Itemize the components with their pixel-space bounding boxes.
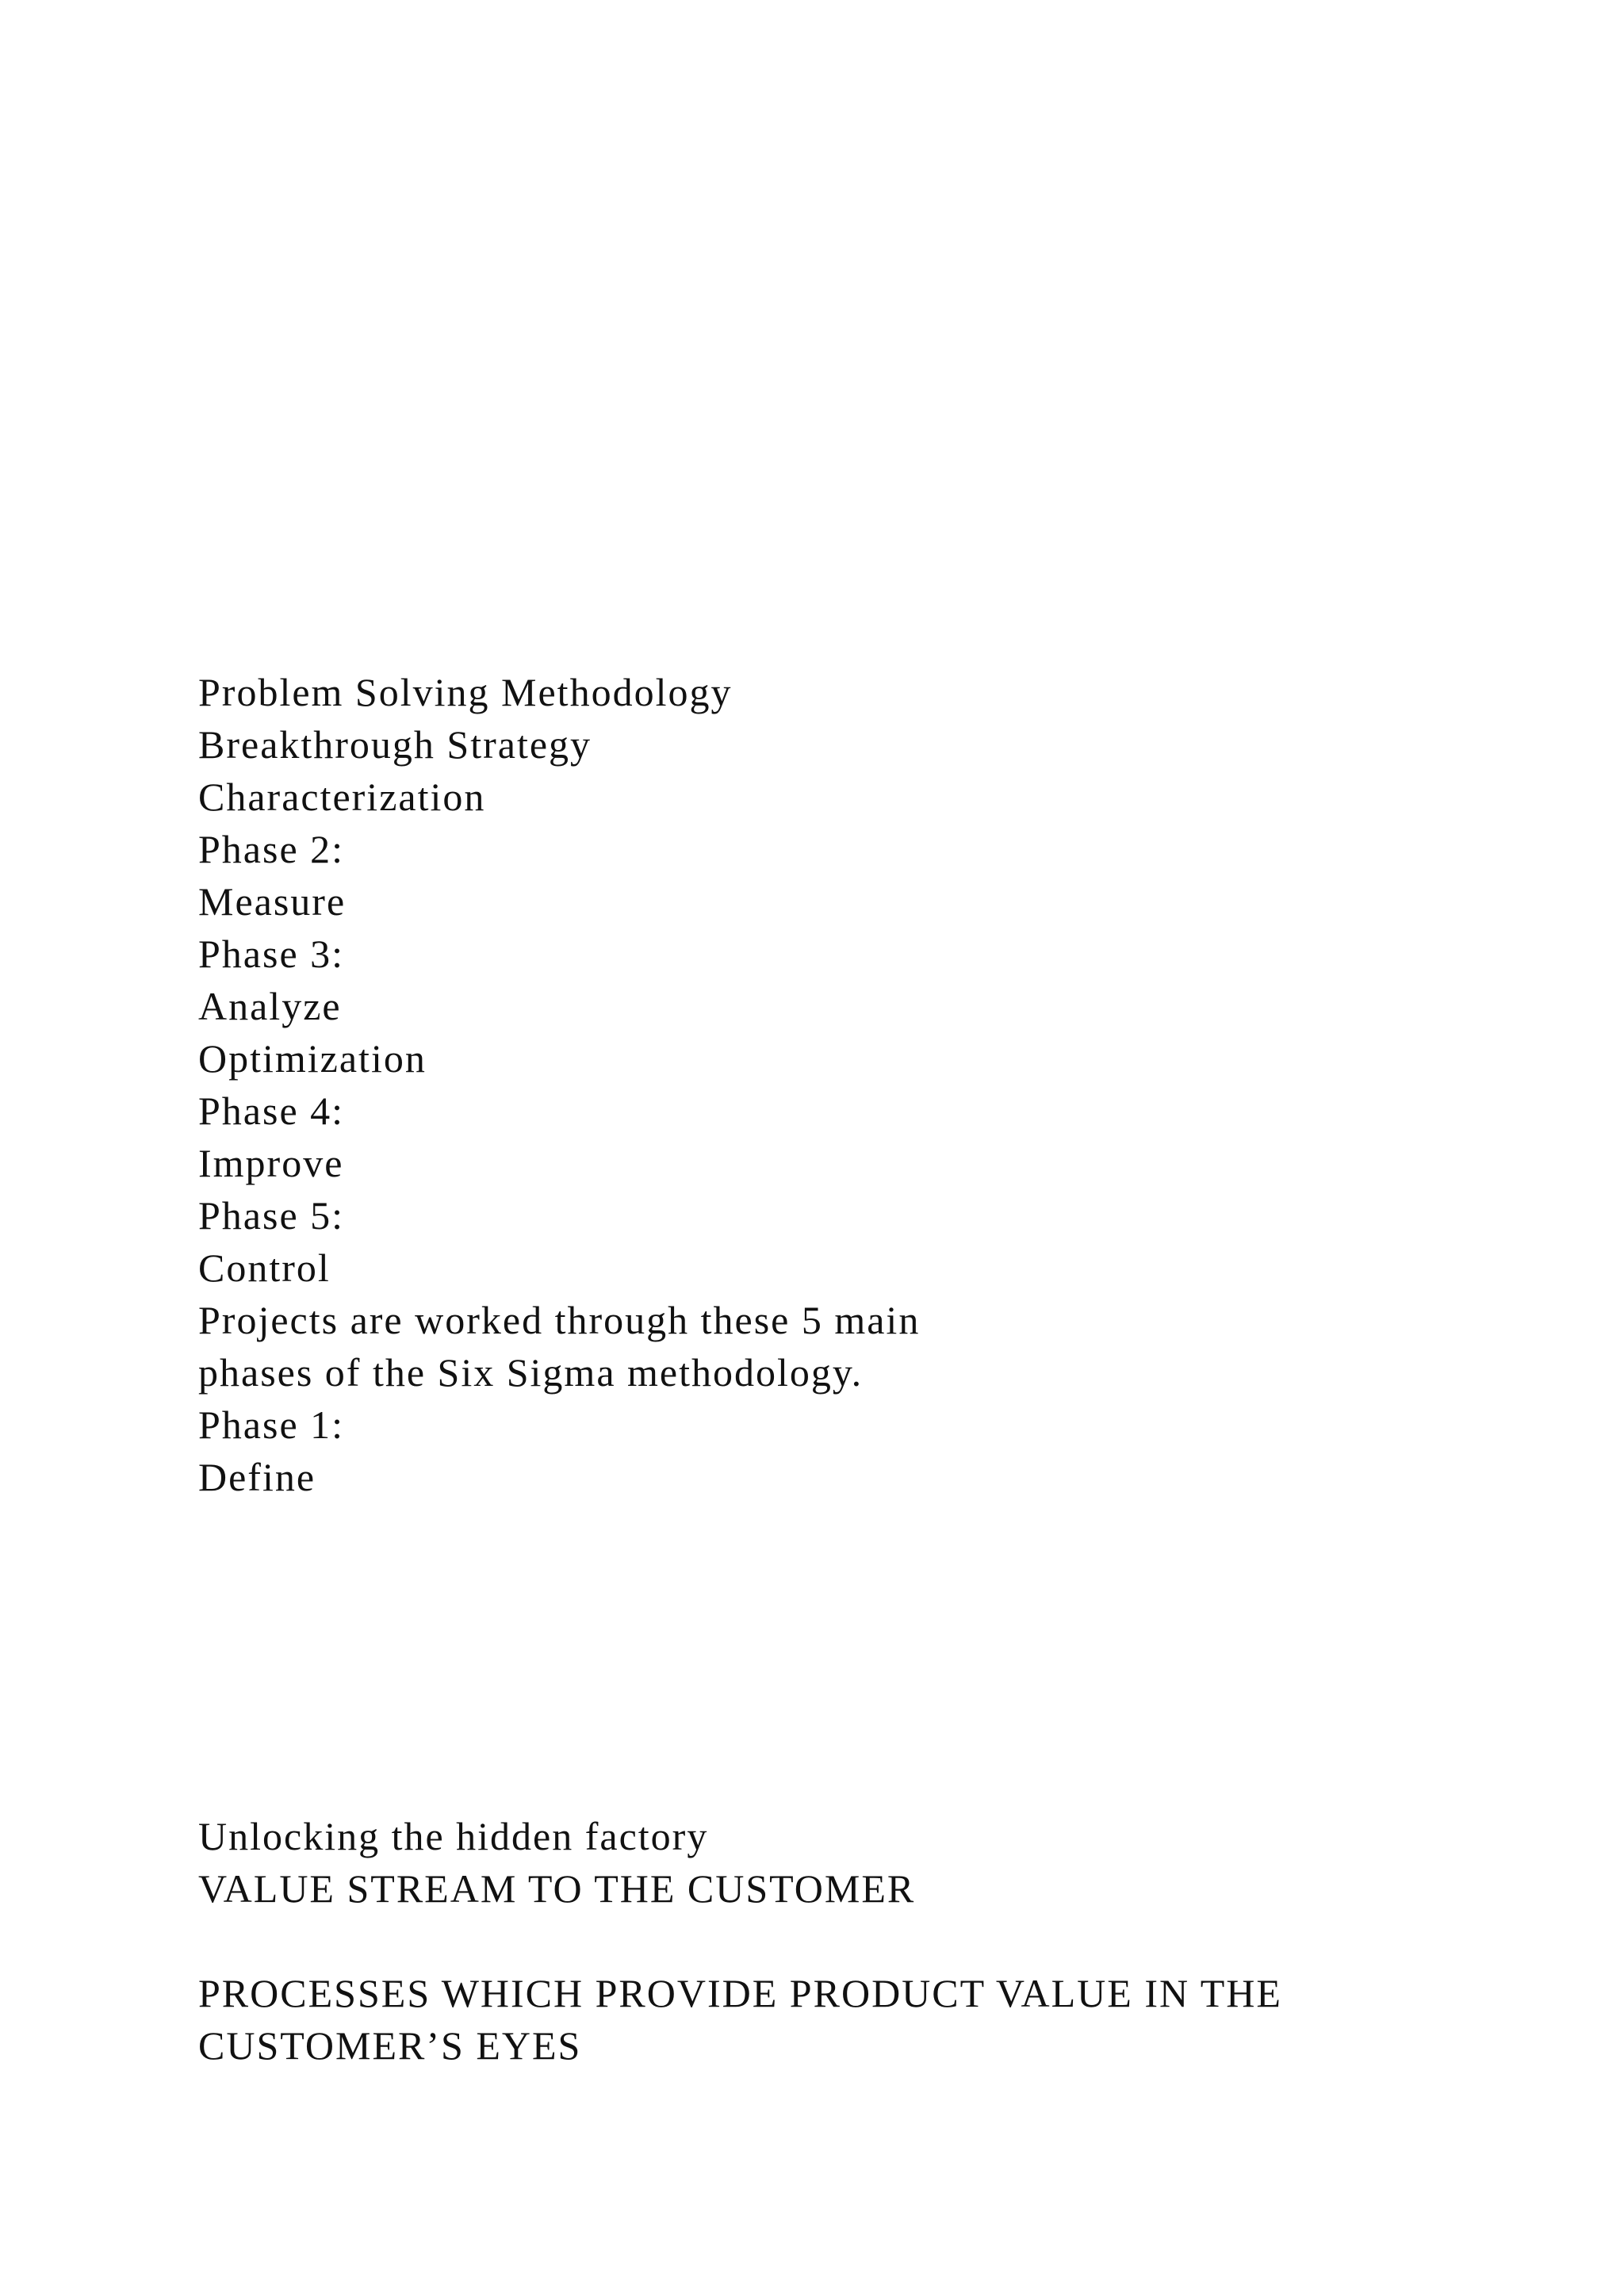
text-measure: Measure — [198, 879, 347, 924]
text-phase-4-label: Phase 4: — [198, 1089, 345, 1133]
text-processes-line-2: CUSTOMER’S EYES — [198, 2023, 582, 2068]
text-phase-5-label: Phase 5: — [198, 1193, 345, 1238]
text-control: Control — [198, 1246, 331, 1290]
text-projects-sentence-line-1: Projects are worked through these 5 main — [198, 1298, 921, 1342]
text-phase-3-label: Phase 3: — [198, 932, 345, 976]
text-optimization: Optimization — [198, 1036, 427, 1081]
text-block-hidden-factory — [198, 1810, 1282, 2072]
text-value-stream: VALUE STREAM TO THE CUSTOMER — [198, 1866, 916, 1911]
heading-unlocking-hidden-factory: Unlocking the hidden factory — [198, 1814, 709, 1858]
text-breakthrough-strategy: Breakthrough Strategy — [198, 722, 592, 767]
blank-line — [198, 1915, 1282, 1967]
text-processes-line-1: PROCESSES WHICH PROVIDE PRODUCT VALUE IN THE — [198, 1971, 1282, 2015]
text-analyze: Analyze — [198, 984, 342, 1028]
text-phase-2-label: Phase 2: — [198, 827, 345, 871]
text-define: Define — [198, 1455, 316, 1499]
text-block-six-sigma-phases — [198, 666, 920, 1503]
text-phase-1-label: Phase 1: — [198, 1402, 345, 1447]
heading-problem-solving-methodology: Problem Solving Methodology — [198, 670, 733, 714]
text-improve: Improve — [198, 1141, 344, 1185]
text-projects-sentence-line-2: phases of the Six Sigma methodology. — [198, 1350, 864, 1395]
text-characterization: Characterization — [198, 775, 486, 819]
